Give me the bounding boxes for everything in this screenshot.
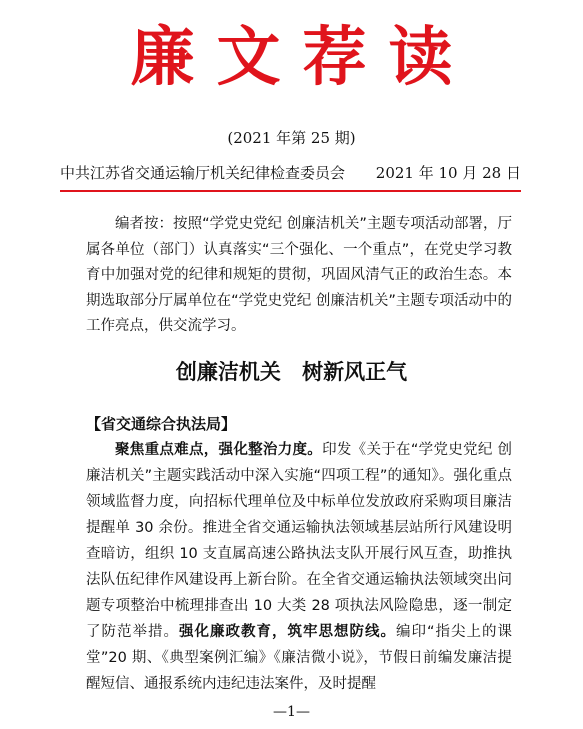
editor-note: 编者按：按照“学党史党纪 创廉洁机关”主题专项活动部署，厅属各单位（部门）认真落实“三个强化、一个重点”，在党史学习教育中加强对党的纪律和规矩的贯彻，巩固风清气正的政治生态。本期选取部分厅属单位在“学党史党纪 创廉洁机关”主题专项活动中的工作亮点，供交流学习。 — [86, 216, 512, 334]
red-divider-line — [60, 190, 521, 192]
paragraph-lead-1: 聚焦重点难点，强化整治力度。 — [115, 442, 323, 458]
issuing-organization: 中共江苏省交通运输厅机关纪律检查委员会 — [60, 164, 346, 182]
paragraph-lead-2: 强化廉政教育，筑牢思想防线。 — [179, 624, 396, 640]
issue-date: 2021 年 10 月 28 日 — [375, 164, 521, 182]
paragraph-text-2: 编印“指尖上的课堂”20 期、《典型案例汇编》《廉洁微小说》，节假日前编发廉洁提醒短信、通报系统内违纪违法案件，及时提醒 — [86, 624, 513, 692]
section-label: 【省交通综合执法局】 — [86, 415, 237, 433]
article-body — [86, 437, 512, 697]
issue-number: (2021 年第 25 期) — [227, 129, 356, 147]
page-number: —1— — [273, 704, 310, 720]
article-headline: 创廉洁机关 树新风正气 — [175, 359, 408, 384]
meta-row — [60, 162, 521, 184]
paragraph-text-1: 印发《关于在“学党史党纪 创廉洁机关”主题实践活动中深入实施“四项工程”的通知》。强化重点领域监督力度，向招标代理单位及中标单位发放政府采购项目廉洁提醒单 30 余份。推进全省交通运输执法领域基层站所行风建设明查暗访，组织 10 支直属高速公路执法支队开展行风互查，助推执法队伍纪律作风建设再上新台阶。在全省交通运输执法领域突出问题专项整治中梳理排查出 10 大类 28 项执法风险隐患，逐一制定了防范举措。 — [86, 442, 513, 640]
masthead-title: 廉文荐读 — [130, 20, 475, 95]
